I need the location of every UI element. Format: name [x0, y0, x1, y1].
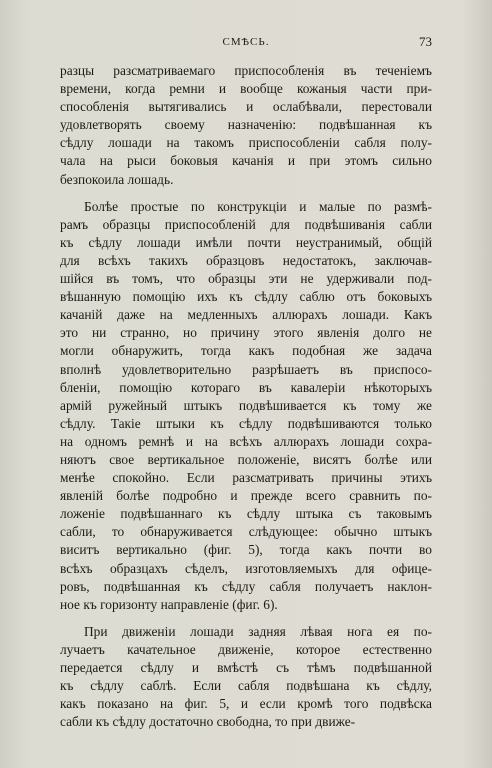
- text-line: виситъ вертикально (фиг. 5), тогда какъ почти во: [60, 542, 432, 558]
- text-line: удовлетворять своему назначенію: подвѣшанная къ: [60, 117, 432, 133]
- text-line: лучаетъ качательное движеніе, которое естественно: [60, 641, 432, 657]
- paragraph: [60, 623, 432, 732]
- text-line: явленій болѣе подробно и прежде всего сравнить по-: [60, 488, 432, 504]
- text-line: на одномъ ремнѣ и на всѣхъ аллюрахъ лошади сохра-: [60, 433, 432, 449]
- text-line: это ни странно, но причину этого явленія долго не: [60, 325, 432, 341]
- text-line: рамъ образцы приспособленій для подвѣшиванія сабли: [60, 216, 432, 232]
- text-line: няютъ свое вертикальное положеніе, висятъ болѣе или: [60, 451, 432, 467]
- text-line: менѣе спокойно. Если разсматривать причины этихъ: [60, 470, 432, 486]
- page-number: 73: [419, 34, 432, 49]
- text-line: безпокоила лошадь.: [60, 171, 174, 187]
- text-line: Болѣе простые по конструкціи и малые по размѣ-: [84, 198, 432, 214]
- body-text: [60, 62, 432, 731]
- text-line: шійся въ томъ, что образцы эти не удерживали под-: [60, 271, 432, 287]
- text-line: всѣхъ образцахъ сѣделъ, изготовляемыхъ для офице-: [60, 560, 432, 576]
- text-line: вѣшанную помощію ихъ къ сѣдлу саблю отъ боковыхъ: [60, 289, 432, 305]
- running-head: СМѢСЬ.: [222, 36, 270, 48]
- text-line: сѣдлу. Такіе штыки къ сѣдлу подвѣшиваются только: [60, 415, 432, 431]
- text-line: армій ружейный штыкъ подвѣшивается къ тому же: [60, 397, 432, 413]
- paragraph-gap: [60, 189, 432, 198]
- text-line: чала на рыси боковыя качанія и при этомъ сильно: [60, 153, 432, 169]
- text-line: разцы разсматриваемаго приспособленія въ теченіемъ: [60, 63, 432, 78]
- text-line: могли обнаружить, тогда какъ подобная же задача: [60, 343, 432, 359]
- text-line: способленія вытягивались и ослабѣвали, перестовали: [60, 99, 432, 115]
- text-line: сѣдлу лошади на такомъ приспособленіи сабля полу-: [60, 135, 432, 151]
- text-line: передается сѣдлу и вмѣстѣ съ тѣмъ подвѣшанной: [60, 660, 432, 675]
- text-line: вполнѣ удовлетворительно разрѣшаетъ въ приспосо-: [60, 361, 432, 377]
- text-line: ровъ, подвѣшанная къ сѣдлу сабля получаетъ наклон-: [60, 578, 432, 594]
- text-line: времени, когда ремни и вообще кожаныя части при-: [60, 81, 432, 97]
- text-line: бленіи, помощію котораго въ кавалеріи нѣкоторыхъ: [60, 379, 432, 395]
- paragraph: [60, 198, 432, 614]
- text-line: качаній даже на медленныхъ аллюрахъ лошади. Какъ: [60, 307, 432, 323]
- text-line: сабли, то обнаруживается слѣдующее: обычно штыкъ: [60, 524, 432, 540]
- text-line: къ сѣдлу саблѣ. Если сабля подвѣшана къ сѣдлу,: [60, 678, 432, 694]
- text-line: ложеніе подвѣшаннаго къ сѣдлу штыка съ таковымъ: [60, 506, 432, 522]
- paragraph: [60, 62, 432, 189]
- text-line: какъ показано на фиг. 5, и если кромѣ того подвѣска: [60, 696, 432, 712]
- text-line: ное къ горизонту направленіе (фиг. 6).: [60, 596, 278, 612]
- text-line: сабли къ сѣдлу достаточно свободна, то при движе-: [60, 714, 356, 730]
- text-line: для всѣхъ такихъ образцовъ недостатокъ, заключав-: [60, 252, 432, 268]
- page-header: [60, 34, 432, 52]
- paragraph-gap: [60, 614, 432, 623]
- text-line: къ сѣдлу лошади имѣли почти неустранимый, общій: [60, 234, 432, 250]
- text-line: При движеніи лошади задняя лѣвая нога ея по-: [84, 623, 432, 639]
